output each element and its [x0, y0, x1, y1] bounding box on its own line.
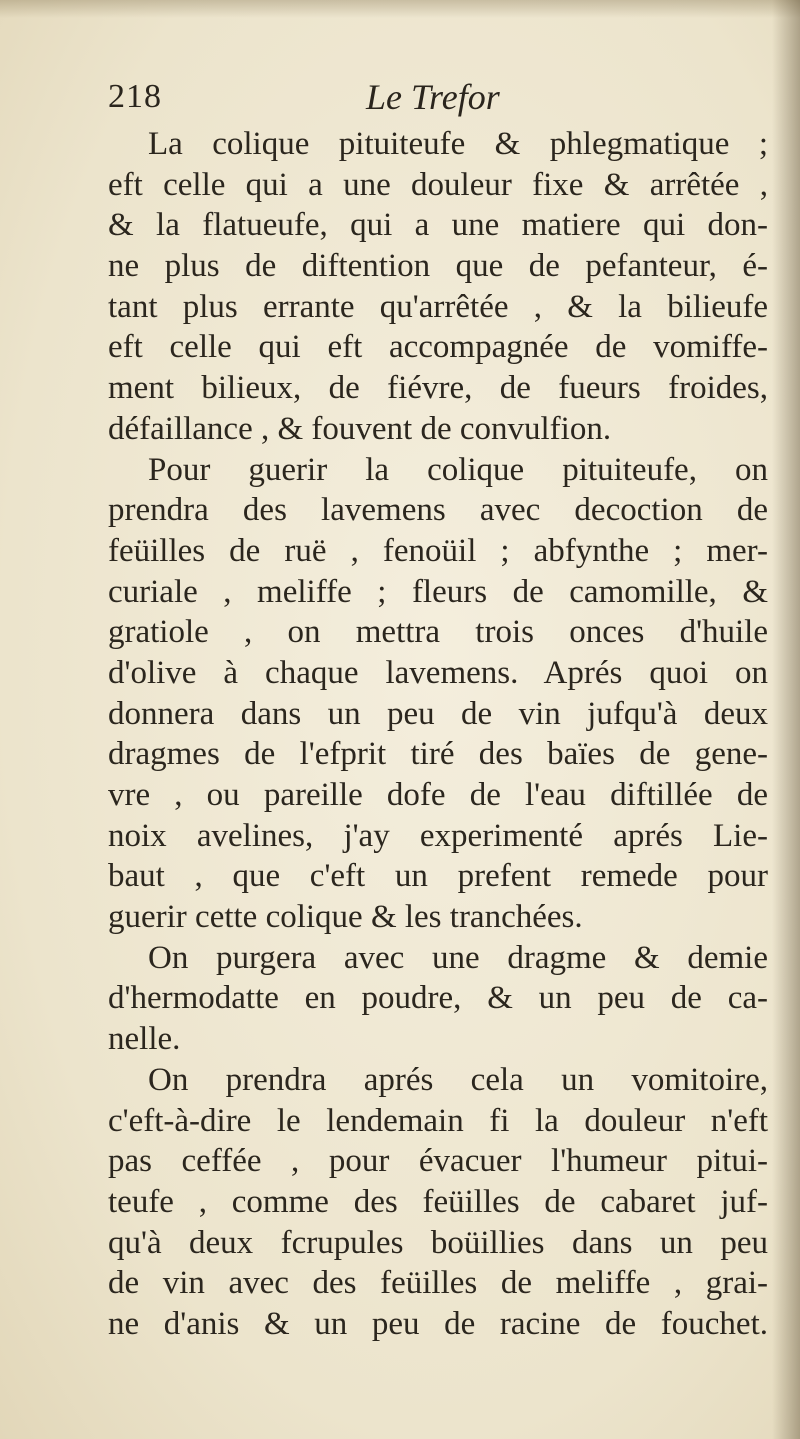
- text-line: eft celle qui a une douleur fixe & arrêtée ,: [108, 166, 768, 203]
- text-line: gratiole , on mettra trois onces d'huile: [108, 614, 768, 651]
- text-line: feüilles de ruë , fenoüil ; abfynthe ; mer-: [108, 532, 768, 569]
- text-line: d'hermodatte en poudre, & un peu de ca-: [108, 980, 768, 1017]
- text-line: tant plus errante qu'arrêtée , & la bilieufe: [108, 288, 768, 325]
- text-line: & la flatueufe, qui a une matiere qui don-: [108, 207, 768, 244]
- text-line: teufe , comme des feüilles de cabaret juf-: [108, 1183, 768, 1220]
- text-line: curiale , meliffe ; fleurs de camomille, &: [108, 573, 768, 610]
- text-line: ment bilieux, de fiévre, de fueurs froides,: [108, 370, 768, 407]
- text-line: nelle.: [108, 1021, 181, 1058]
- text-line: ne plus de diftention que de pefanteur, é-: [108, 248, 768, 285]
- text-line: guerir cette colique & les tranchées.: [108, 899, 583, 936]
- text-line: noix avelines, j'ay experimenté aprés Lie-: [108, 817, 768, 854]
- text-line: dragmes de l'efprit tiré des baïes de gene-: [108, 736, 768, 773]
- text-line: On purgera avec une dragme & demie: [148, 939, 768, 976]
- page-header: [108, 72, 768, 128]
- text-line: donnera dans un peu de vin jufqu'à deux: [108, 695, 768, 732]
- running-title: Le Trefor: [366, 77, 500, 117]
- text-line: ne d'anis & un peu de racine de fouchet.: [108, 1305, 768, 1342]
- text-line: d'olive à chaque lavemens. Aprés quoi on: [108, 654, 768, 691]
- text-line: pas ceffée , pour évacuer l'humeur pitui-: [108, 1143, 768, 1180]
- text-line: défaillance , & fouvent de convulfion.: [108, 410, 612, 447]
- page-gutter-shadow: [772, 0, 800, 1439]
- text-line: de vin avec des feüilles de meliffe , grai-: [108, 1265, 768, 1302]
- text-line: vre , ou pareille dofe de l'eau diftillée de: [108, 777, 768, 813]
- text-line: c'eft-à-dire le lendemain fi la douleur n'eft: [108, 1102, 768, 1139]
- text-line: Pour guerir la colique pituiteufe, on: [148, 451, 768, 488]
- body-text: [108, 124, 768, 1345]
- text-line: baut , que c'eft un prefent remede pour: [108, 858, 768, 895]
- text-line: On prendra aprés cela un vomitoire,: [148, 1061, 768, 1098]
- text-line: prendra des lavemens avec decoction de: [108, 492, 768, 529]
- page-top-edge: [0, 0, 800, 18]
- page-number: 218: [108, 78, 162, 115]
- text-line: La colique pituiteufe & phlegmatique ;: [148, 126, 768, 162]
- text-line: eft celle qui eft accompagnée de vomiffe-: [108, 329, 768, 366]
- text-line: qu'à deux fcrupules boüillies dans un peu: [108, 1224, 768, 1261]
